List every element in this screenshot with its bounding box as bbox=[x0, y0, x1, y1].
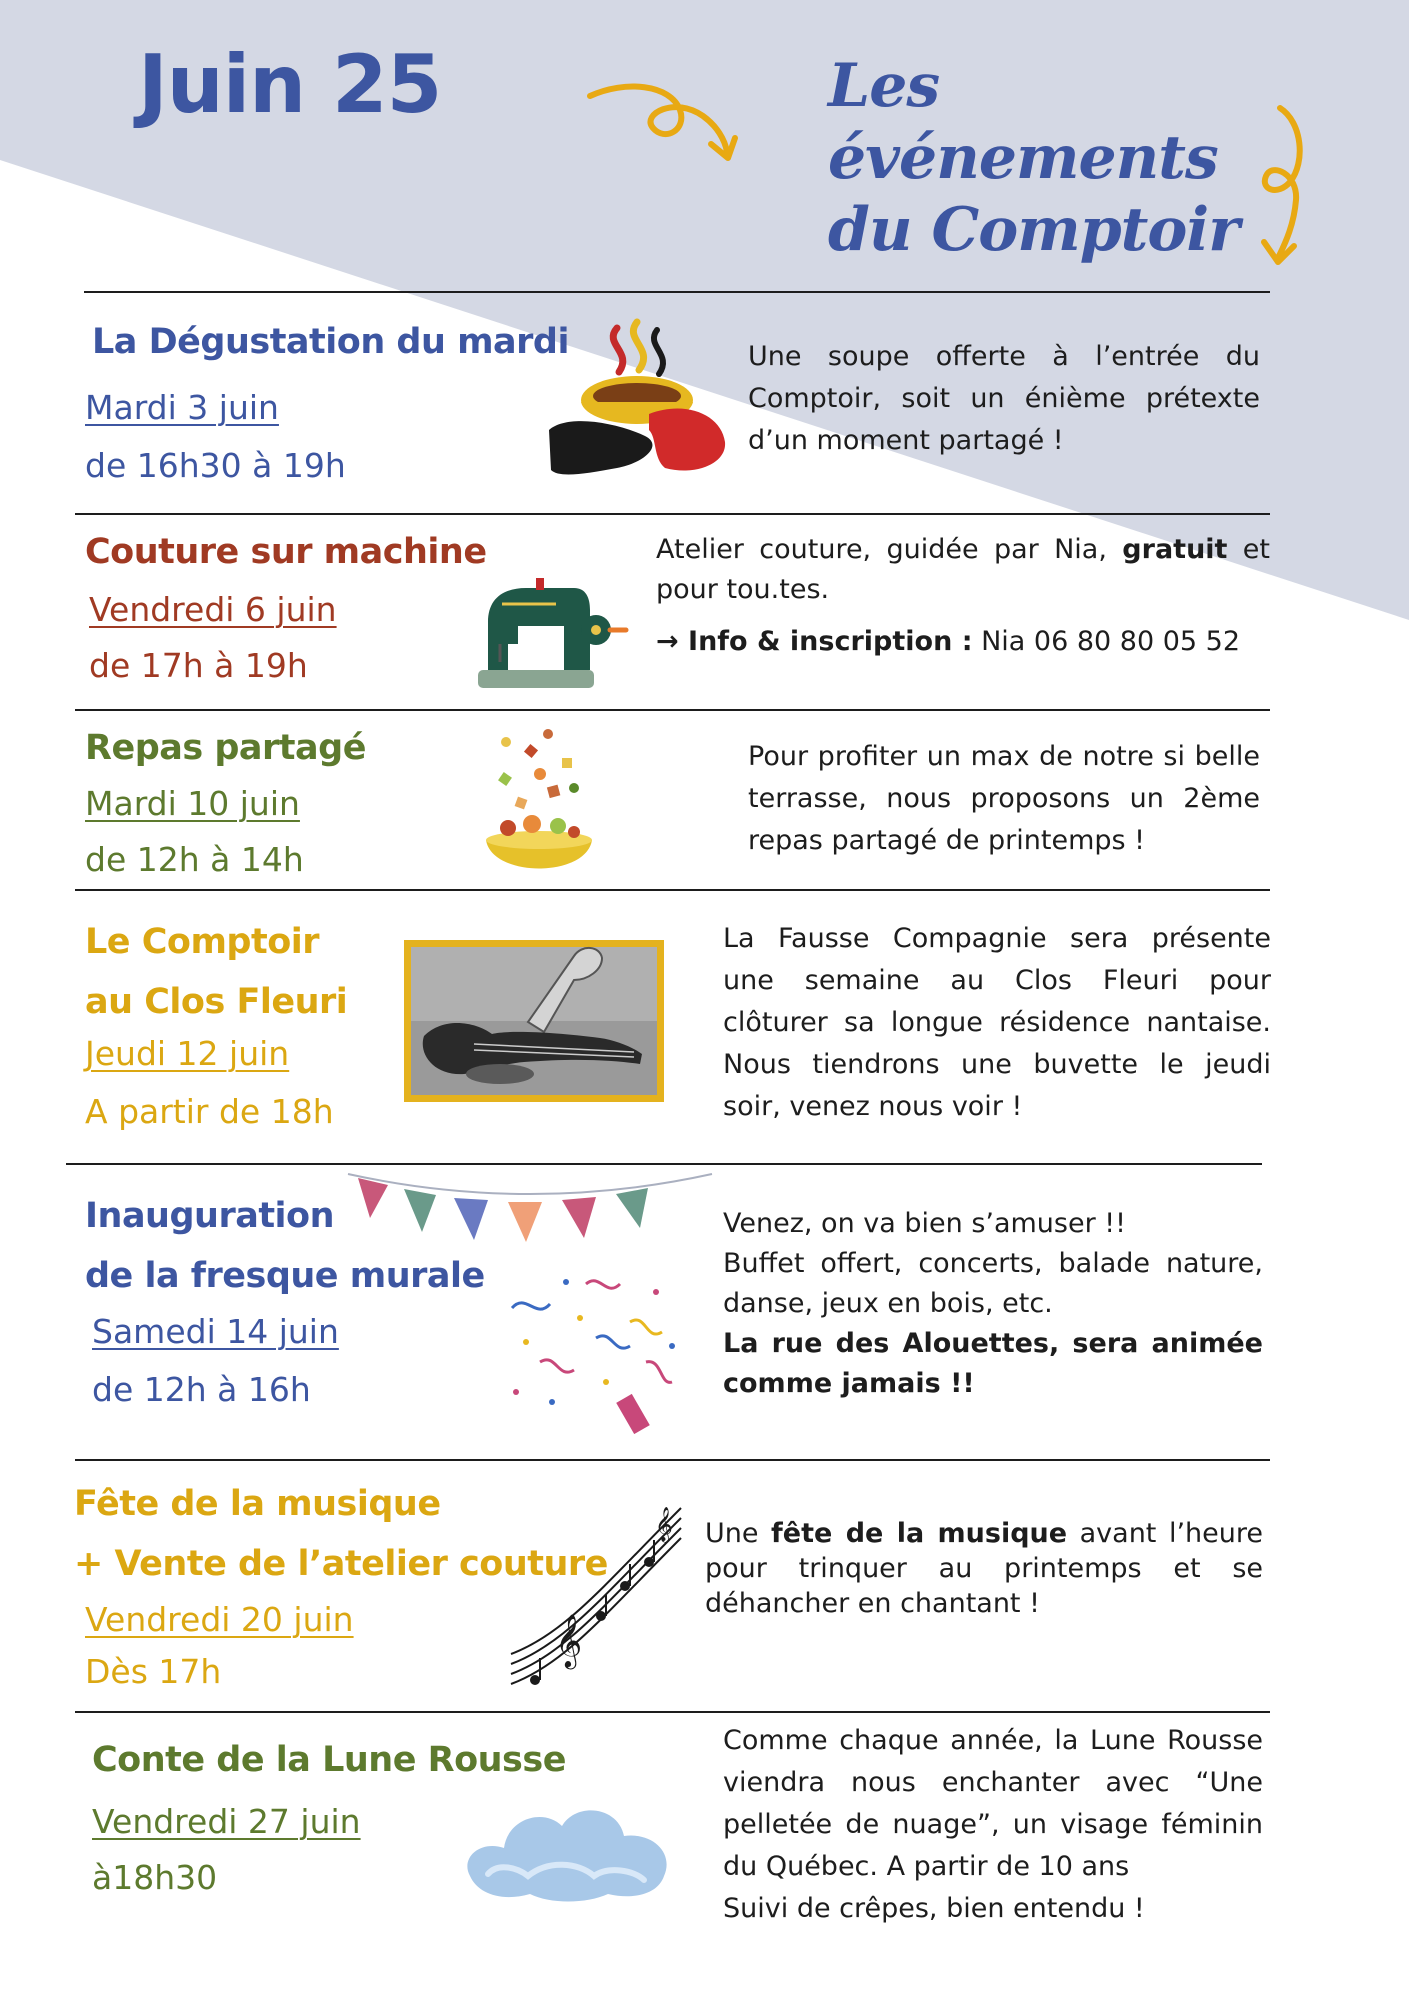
separator bbox=[66, 1163, 1262, 1165]
event-date: Mardi 3 juin bbox=[85, 388, 279, 427]
curly-arrow-icon bbox=[585, 78, 745, 163]
music-staff-icon bbox=[505, 1504, 689, 1694]
sewing-machine-icon bbox=[472, 574, 630, 690]
header-title-line1: Les événements bbox=[828, 51, 1218, 193]
event-title-line1: Inauguration bbox=[85, 1196, 335, 1236]
event-title: Repas partagé bbox=[85, 728, 366, 768]
cloud-icon bbox=[458, 1790, 680, 1908]
event-title-line2: + Vente de l’atelier couture bbox=[74, 1544, 608, 1584]
desc-text: et pour tou.tes. bbox=[656, 534, 1271, 605]
event-description: La Fausse Compagnie sera présente une semaine au Clos Fleuri pour clôturer sa longue résidence nantaise. Nous tiendrons une buvette le jeudi soir, venez nous voir ! bbox=[723, 923, 1271, 1122]
event-time: de 12h à 16h bbox=[92, 1370, 311, 1409]
event-date: Vendredi 27 juin bbox=[92, 1802, 361, 1841]
event-title-line1: Fête de la musique bbox=[74, 1484, 441, 1524]
desc-bold: La rue des Alouettes, sera animée comme jamais !! bbox=[723, 1328, 1263, 1399]
separator bbox=[75, 513, 1270, 515]
event-description: Une soupe offerte à l’entrée du Comptoir, soit un énième prétexte d’un moment partagé ! bbox=[748, 341, 1260, 456]
event-description: Pour profiter un max de notre si belle terrasse, nous proposons un 2ème repas partagé de printemps ! bbox=[748, 741, 1260, 856]
header-title-line2: du Comptoir bbox=[828, 195, 1239, 265]
event-date: Jeudi 12 juin bbox=[85, 1034, 290, 1073]
event-date: Samedi 14 juin bbox=[92, 1312, 339, 1351]
info-phone: Nia 06 80 80 05 52 bbox=[972, 626, 1241, 657]
desc-bold: fête de la musique bbox=[771, 1518, 1068, 1549]
event-date: Vendredi 6 juin bbox=[89, 590, 337, 629]
info-label: → Info & inscription : bbox=[656, 626, 973, 657]
event-time: A partir de 18h bbox=[85, 1092, 334, 1131]
desc-line: Buffet offert, concerts, balade nature, danse, jeux en bois, etc. bbox=[723, 1248, 1263, 1319]
event-description bbox=[723, 1720, 1263, 1930]
separator bbox=[75, 889, 1270, 891]
event-time: Dès 17h bbox=[85, 1652, 222, 1691]
desc-text: Une bbox=[705, 1518, 772, 1549]
svg-text:𝄞: 𝄞 bbox=[655, 1507, 673, 1542]
event-time: de 12h à 14h bbox=[85, 840, 304, 879]
event-title: Conte de la Lune Rousse bbox=[92, 1740, 566, 1780]
event-title-line1: Le Comptoir bbox=[85, 922, 320, 962]
event-description bbox=[705, 1516, 1263, 1621]
desc-line: Comme chaque année, la Lune Rousse viendra nous enchanter avec “Une pelletée de nuage”, un visage féminin du Québec. A partir de 10 ans bbox=[723, 1725, 1263, 1882]
separator bbox=[75, 709, 1270, 711]
event-title-line2: au Clos Fleuri bbox=[85, 982, 348, 1022]
down-curl-arrow-icon bbox=[1240, 100, 1320, 270]
desc-text: Atelier couture, guidée par Nia, bbox=[656, 534, 1123, 565]
event-title: Couture sur machine bbox=[85, 532, 487, 572]
horn-violin-photo bbox=[404, 940, 664, 1102]
event-time: à18h30 bbox=[92, 1858, 218, 1897]
event-date: Vendredi 20 juin bbox=[85, 1600, 354, 1639]
separator bbox=[75, 1459, 1270, 1461]
desc-bold: gratuit bbox=[1122, 534, 1228, 565]
event-title bbox=[85, 1186, 485, 1306]
event-description bbox=[656, 530, 1270, 662]
svg-text:𝄞: 𝄞 bbox=[555, 1613, 583, 1667]
month-title: Juin 25 bbox=[138, 38, 442, 131]
event-title-line2: de la fresque murale bbox=[85, 1256, 485, 1296]
event-time: de 17h à 19h bbox=[89, 646, 308, 685]
separator bbox=[75, 1711, 1270, 1713]
desc-text: avant l’heure pour trinquer au printemps et se déhancher en chantant ! bbox=[705, 1518, 1263, 1619]
event-time: de 16h30 à 19h bbox=[85, 446, 346, 485]
desc-line: Venez, on va bien s’amuser !! bbox=[723, 1208, 1126, 1239]
confetti-icon bbox=[496, 1262, 686, 1434]
soup-bowl-hands-icon bbox=[545, 318, 730, 490]
separator bbox=[84, 291, 1270, 293]
event-date: Mardi 10 juin bbox=[85, 784, 300, 823]
event-title bbox=[85, 912, 347, 1032]
header-title bbox=[828, 50, 1308, 266]
event-title: La Dégustation du mardi bbox=[92, 322, 569, 362]
desc-line: Suivi de crêpes, bien entendu ! bbox=[723, 1893, 1145, 1924]
salad-bowl-icon bbox=[478, 726, 600, 880]
event-description bbox=[723, 1204, 1263, 1404]
